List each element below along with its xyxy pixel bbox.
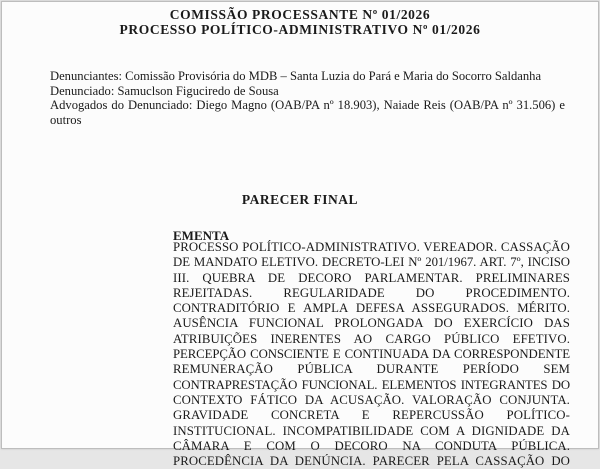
ementa-line: CONTRAPRESTAÇÃO FUNCIONAL. ELEMENTOS INTEGRANTES DO	[173, 377, 570, 392]
ementa-line: GRAVIDADE CONCRETA E REPERCUSSÃO POLÍTICO-	[173, 408, 570, 423]
ementa-label: EMENTA	[173, 228, 230, 243]
ementa-line: ATRIBUIÇÕES INERENTES AO CARGO PÚBLICO EFETIVO.	[173, 331, 570, 346]
ementa-line: CÂMARA E COM O DECORO NA CONDUTA PÚBLICA.	[173, 438, 570, 453]
ementa-body	[173, 240, 570, 469]
ementa-line: III. QUEBRA DE DECORO PARLAMENTAR. PRELIMINARES	[173, 270, 570, 285]
ementa-line: REMUNERAÇÃO PÚBLICA DURANTE PERÍODO SEM	[173, 362, 570, 377]
ementa-line: PROCESSO POLÍTICO-ADMINISTRATIVO. VEREADOR. CASSAÇÃO	[173, 240, 570, 254]
denunciantes-text: Denunciantes: Comissão Provisória do MDB – Santa Luzia do Pará e Maria do Socorro Saldanha	[50, 69, 542, 83]
ementa-line: INSTITUCIONAL. INCOMPATIBILIDADE COM A DIGNIDADE DA	[173, 423, 570, 438]
ementa-line: PROCEDÊNCIA DA DENÚNCIA. PARECER PELA CASSAÇÃO DO	[173, 454, 570, 469]
parties-block	[50, 69, 565, 127]
ementa-line: CONTEXTO FÁTICO DA ACUSAÇÃO. VALORAÇÃO CONJUNTA.	[173, 392, 570, 407]
header-process-line: PROCESSO POLÍTICO-ADMINISTRATIVO Nº 01/2026	[119, 22, 481, 37]
ementa-line: DE MANDATO ELETIVO. DECRETO-LEI Nº 201/1967. ART. 7º, INCISO	[173, 255, 570, 270]
advogados-text: Advogados do Denunciado: Diego Magno (OAB/PA nº 18.903), Naiade Reis (OAB/PA nº 31.506) e outros	[50, 98, 565, 127]
document-title: PARECER FINAL	[241, 192, 359, 207]
header-commission-line: COMISSÃO PROCESSANTE Nº 01/2026	[169, 7, 431, 22]
ementa-line: REJEITADAS. REGULARIDADE DO PROCEDIMENTO.	[173, 285, 570, 300]
denunciado-text: Denunciado: Samuclson Figuciredo de Sousa	[50, 83, 279, 98]
document-header	[2, 7, 598, 37]
ementa-line: PERCEPÇÃO CONSCIENTE E CONTINUADA DA CORRESPONDENTE	[173, 347, 570, 362]
document-page	[1, 1, 599, 469]
ementa-line: AUSÊNCIA FUNCIONAL PROLONGADA DO EXERCÍCIO DAS	[173, 316, 570, 331]
ementa-line: CONTRADITÓRIO E AMPLA DEFESA ASSEGURADOS. MÉRITO.	[173, 301, 570, 316]
